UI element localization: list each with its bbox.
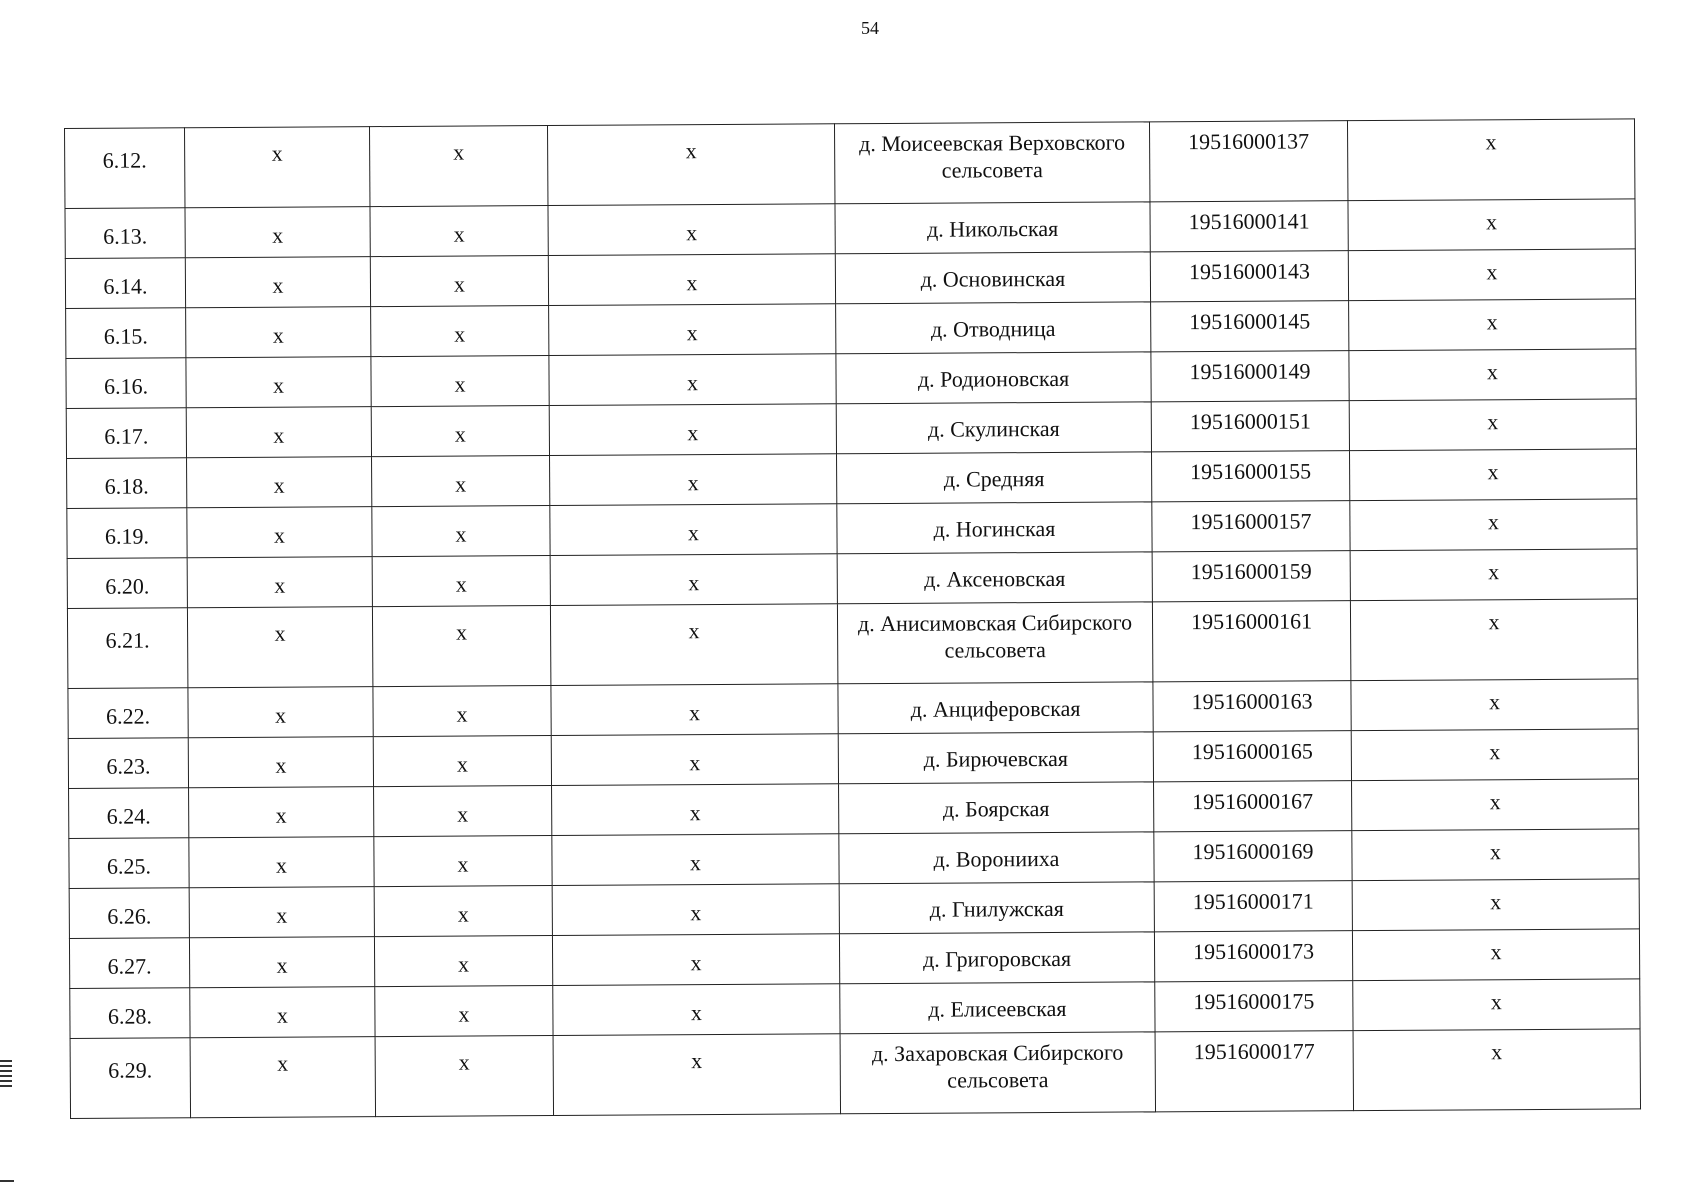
oktmo-code-cell: 19516000159 — [1152, 551, 1350, 602]
x-cell-col7: x — [1349, 399, 1636, 451]
row-number-cell: 6.28. — [70, 988, 190, 1039]
x-cell-col2: x — [187, 557, 372, 608]
table-row — [70, 1029, 1640, 1119]
oktmo-code-cell: 19516000151 — [1151, 401, 1349, 452]
oktmo-code-cell: 19516000171 — [1154, 881, 1352, 932]
x-cell-col3: x — [374, 786, 552, 837]
row-number-cell: 6.24. — [69, 788, 189, 839]
oktmo-code-cell: 19516000169 — [1154, 831, 1352, 882]
x-cell-col4: x — [550, 554, 837, 606]
settlement-name-cell: д. Бирючевская — [838, 732, 1153, 784]
settlement-name-cell: д. Моисеевская Верховского сельсовета — [834, 122, 1149, 204]
x-cell-col7: x — [1350, 599, 1637, 681]
x-cell-col3: x — [373, 736, 551, 787]
oktmo-code-cell: 19516000175 — [1155, 981, 1353, 1032]
row-number-cell: 6.12. — [65, 128, 185, 209]
settlement-name-cell: д. Анциферовская — [838, 682, 1153, 734]
row-number-cell: 6.26. — [69, 888, 189, 939]
row-number-cell: 6.18. — [67, 458, 187, 509]
x-cell-col2: x — [185, 257, 370, 308]
x-cell-col7: x — [1353, 1029, 1640, 1111]
x-cell-col3: x — [371, 356, 549, 407]
x-cell-col7: x — [1351, 729, 1638, 781]
x-cell-col4: x — [551, 734, 838, 786]
settlement-name-cell: д. Средняя — [837, 452, 1152, 504]
settlement-name-cell: д. Гнилужская — [839, 882, 1154, 934]
x-cell-col3: x — [375, 1036, 553, 1117]
x-cell-col2: x — [187, 607, 372, 688]
x-cell-col2: x — [185, 207, 370, 258]
x-cell-col4: x — [551, 684, 838, 736]
x-cell-col2: x — [189, 837, 374, 888]
x-cell-col7: x — [1352, 879, 1639, 931]
row-number-cell: 6.21. — [67, 608, 187, 689]
x-cell-col3: x — [375, 986, 553, 1037]
x-cell-col4: x — [553, 984, 840, 1036]
x-cell-col7: x — [1349, 299, 1636, 351]
x-cell-col2: x — [189, 887, 374, 938]
x-cell-col7: x — [1352, 779, 1639, 831]
x-cell-col7: x — [1350, 549, 1637, 601]
settlement-name-cell: д. Основинская — [835, 252, 1150, 304]
x-cell-col3: x — [372, 606, 550, 687]
x-cell-col7: x — [1350, 499, 1637, 551]
oktmo-code-cell: 19516000149 — [1151, 351, 1349, 402]
settlement-name-cell: д. Анисимовская Сибирского сельсовета — [837, 602, 1152, 684]
oktmo-code-cell: 19516000155 — [1151, 451, 1349, 502]
settlement-name-cell: д. Скулинская — [836, 402, 1151, 454]
row-number-cell: 6.14. — [65, 258, 185, 309]
x-cell-col4: x — [547, 124, 834, 206]
x-cell-col3: x — [371, 306, 549, 357]
settlements-table — [64, 118, 1641, 1119]
x-cell-col2: x — [187, 507, 372, 558]
oktmo-code-cell: 19516000163 — [1153, 681, 1351, 732]
x-cell-col2: x — [188, 737, 373, 788]
x-cell-col4: x — [550, 454, 837, 506]
settlement-name-cell: д. Захаровская Сибирского сельсовета — [840, 1032, 1155, 1114]
settlement-name-cell: д. Елисеевская — [840, 982, 1155, 1034]
x-cell-col4: x — [549, 354, 836, 406]
table-body — [65, 119, 1641, 1119]
oktmo-code-cell: 19516000167 — [1154, 781, 1352, 832]
x-cell-col2: x — [190, 987, 375, 1038]
x-cell-col4: x — [548, 204, 835, 256]
settlement-name-cell: д. Ногинская — [837, 502, 1152, 554]
page-number: 54 — [861, 18, 879, 38]
x-cell-col2: x — [189, 937, 374, 988]
oktmo-code-cell: 19516000173 — [1154, 931, 1352, 982]
row-number-cell: 6.29. — [70, 1038, 190, 1119]
settlement-name-cell: д. Григоровская — [839, 932, 1154, 984]
x-cell-col4: x — [548, 254, 835, 306]
x-cell-col7: x — [1351, 679, 1638, 731]
x-cell-col3: x — [369, 126, 547, 207]
x-cell-col3: x — [370, 206, 548, 257]
settlement-name-cell: д. Воронииха — [839, 832, 1154, 884]
x-cell-col2: x — [186, 407, 371, 458]
x-cell-col7: x — [1348, 249, 1635, 301]
oktmo-code-cell: 19516000161 — [1152, 601, 1350, 682]
x-cell-col7: x — [1349, 449, 1636, 501]
x-cell-col2: x — [185, 127, 370, 208]
x-cell-col4: x — [552, 884, 839, 936]
x-cell-col3: x — [373, 686, 551, 737]
x-cell-col7: x — [1348, 199, 1635, 251]
table-container — [64, 118, 1640, 1119]
x-cell-col4: x — [552, 834, 839, 886]
oktmo-code-cell: 19516000177 — [1155, 1031, 1353, 1112]
settlement-name-cell: д. Отводница — [836, 302, 1151, 354]
row-number-cell: 6.19. — [67, 508, 187, 559]
row-number-cell: 6.13. — [65, 208, 185, 259]
x-cell-col7: x — [1349, 349, 1636, 401]
x-cell-col3: x — [374, 836, 552, 887]
settlement-name-cell: д. Родионовская — [836, 352, 1151, 404]
x-cell-col3: x — [372, 506, 550, 557]
row-number-cell: 6.22. — [68, 688, 188, 739]
x-cell-col3: x — [370, 256, 548, 307]
x-cell-col4: x — [552, 784, 839, 836]
x-cell-col2: x — [190, 1037, 375, 1118]
oktmo-code-cell: 19516000137 — [1149, 121, 1347, 202]
x-cell-col4: x — [550, 604, 837, 686]
x-cell-col2: x — [187, 457, 372, 508]
x-cell-col4: x — [549, 304, 836, 356]
row-number-cell: 6.15. — [66, 308, 186, 359]
x-cell-col7: x — [1347, 119, 1634, 201]
x-cell-col4: x — [549, 404, 836, 456]
oktmo-code-cell: 19516000141 — [1150, 201, 1348, 252]
oktmo-code-cell: 19516000165 — [1153, 731, 1351, 782]
x-cell-col7: x — [1352, 829, 1639, 881]
x-cell-col7: x — [1352, 929, 1639, 981]
oktmo-code-cell: 19516000157 — [1152, 501, 1350, 552]
oktmo-code-cell: 19516000145 — [1151, 301, 1349, 352]
x-cell-col7: x — [1353, 979, 1640, 1031]
row-number-cell: 6.20. — [67, 558, 187, 609]
x-cell-col3: x — [372, 556, 550, 607]
row-number-cell: 6.23. — [68, 738, 188, 789]
x-cell-col4: x — [553, 1034, 840, 1116]
oktmo-code-cell: 19516000143 — [1150, 251, 1348, 302]
margin-marks — [0, 1060, 12, 1090]
settlement-name-cell: д. Никольская — [835, 202, 1150, 254]
x-cell-col3: x — [372, 456, 550, 507]
settlement-name-cell: д. Боярская — [839, 782, 1154, 834]
settlement-name-cell: д. Аксеновская — [837, 552, 1152, 604]
x-cell-col2: x — [186, 357, 371, 408]
x-cell-col3: x — [374, 936, 552, 987]
bottom-margin-mark — [0, 1180, 14, 1182]
x-cell-col3: x — [374, 886, 552, 937]
table-row — [65, 119, 1635, 209]
row-number-cell: 6.17. — [66, 408, 186, 459]
x-cell-col4: x — [552, 934, 839, 986]
x-cell-col4: x — [550, 504, 837, 556]
row-number-cell: 6.27. — [69, 938, 189, 989]
x-cell-col2: x — [189, 787, 374, 838]
x-cell-col2: x — [188, 687, 373, 738]
x-cell-col2: x — [186, 307, 371, 358]
row-number-cell: 6.16. — [66, 358, 186, 409]
table-row — [67, 599, 1637, 689]
row-number-cell: 6.25. — [69, 838, 189, 889]
x-cell-col3: x — [371, 406, 549, 457]
